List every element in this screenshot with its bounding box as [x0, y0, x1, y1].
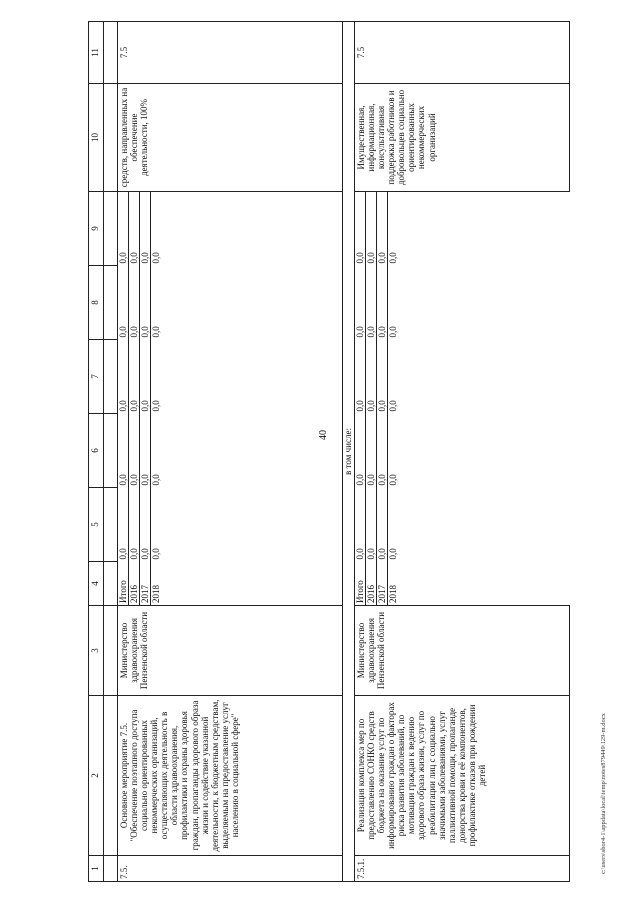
row-number: 7.5.	[118, 856, 343, 882]
footer-path: c:\users\sbor4-1\appdata\local\temp\notes879449\129-m.docx	[600, 713, 607, 874]
value-cell: 0,0 0,0 0,0 0,0	[355, 488, 570, 562]
rotated-table-page	[88, 22, 572, 882]
col-header: 4	[89, 562, 104, 606]
col-header: 2	[89, 696, 104, 856]
col-header: 7	[89, 340, 104, 414]
value-cell: 0,0 0,0 0,0 0,0	[118, 488, 343, 562]
value-cell: 0,0 0,0 0,0 0,0	[355, 414, 570, 488]
table-row	[355, 22, 570, 882]
span-note-row	[343, 22, 355, 882]
year-cell: Итого 2016 2017 2018	[355, 562, 570, 606]
value-cell: 0,0 0,0 0,0 0,0	[118, 192, 343, 266]
activity-name: Реализация комплекса мер по предоставлению СОНКО средств бюджета на оказание услуг по информированию граждан о факторах риска развития заболеваний, по мотивации граждан к ведению здорового образа жизни, услуг по реабилитации лиц с социально значимыми заболеваниями, услуг паллиативной помощи, пропаганде донорства крови и её компонентов, профилактике отказов при рождении детей	[355, 696, 570, 856]
value-cell: 0,0 0,0 0,0 0,0	[118, 266, 343, 340]
value-cell: 0,0 0,0 0,0 0,0	[355, 340, 570, 414]
program-table	[88, 21, 570, 882]
col-header: 3	[89, 606, 104, 696]
table-row	[118, 22, 343, 882]
row-number: 7.5.1.	[355, 856, 570, 882]
col-header: 9	[89, 192, 104, 266]
indicator-ref: 7.5	[118, 22, 343, 84]
result-indicator: Имущественная, информационная, консультативная поддержка работников и добровольцев социально ориентированных некоммерческих организаций	[355, 84, 570, 192]
col-header: 1	[89, 856, 104, 882]
column-number-row	[89, 22, 104, 882]
executor: Министерство здравоохранения Пензенской области	[355, 606, 570, 696]
value-cell: 0,0 0,0 0,0 0,0	[355, 192, 570, 266]
col-header: 8	[89, 266, 104, 340]
value-cell: 0,0 0,0 0,0 0,0	[118, 414, 343, 488]
result-indicator: средств, направленных на обеспечение деятельности, 100%	[118, 84, 343, 192]
col-header: 11	[89, 22, 104, 84]
activity-name: Основное мероприятие 7.5. "Обеспечение поэтапного доступа социально ориентированных некоммерческих организаций, осуществляющих деятельность в области здравоохранения, профилактики и охраны здоровья граждан, пропаганды здорового образа жизни и содействие указанной деятельности, к бюджетным средствам, выделяемым на предоставление услуг населению в социальной сфере"	[118, 696, 343, 856]
value-cell: 0,0 0,0 0,0 0,0	[355, 266, 570, 340]
col-header: 5	[89, 488, 104, 562]
empty-row	[104, 22, 118, 882]
year-cell: Итого 2016 2017 2018	[118, 562, 343, 606]
col-header: 10	[89, 84, 104, 192]
col-header: 6	[89, 414, 104, 488]
page-number: 40	[318, 430, 329, 440]
value-cell: 0,0 0,0 0,0 0,0	[118, 340, 343, 414]
indicator-ref: 7.5	[355, 22, 570, 84]
executor: Министерство здравоохранения Пензенской области	[118, 606, 343, 696]
span-note: в том числе:	[343, 22, 355, 882]
